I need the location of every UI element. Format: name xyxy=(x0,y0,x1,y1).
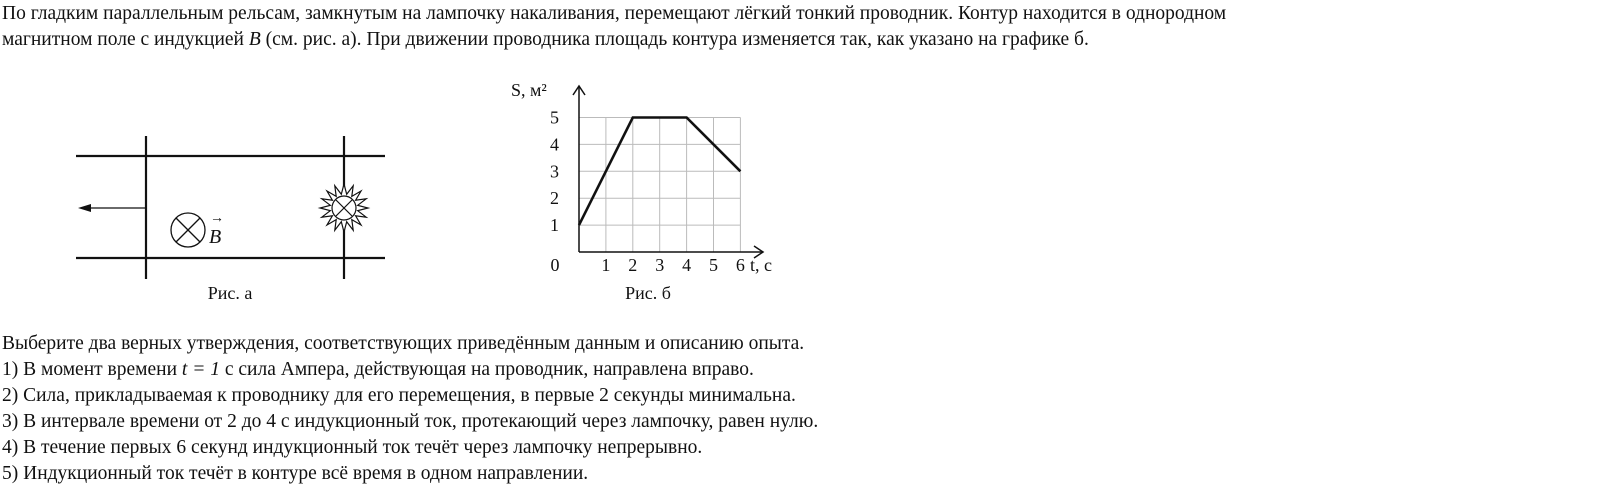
answer-option xyxy=(2,435,702,461)
y-tick-label: 1 xyxy=(550,215,559,236)
question-prompt: Выберите два верных утверждения, соответствующих приведённым данным и описанию опыта. xyxy=(2,333,805,354)
option-text: 4) В течение первых 6 секунд индукционный ток течёт через лампочку непрерывно. xyxy=(2,437,703,458)
option-text: 3) В интервале времени от 2 до 4 с индукционный ток, протекающий через лампочку, равен нулю. xyxy=(2,411,819,432)
x-tick-label: 1 xyxy=(601,255,611,275)
y-tick-label: 5 xyxy=(550,107,559,128)
option-text: с сила Ампера, действующая на проводник, направлена вправо. xyxy=(219,359,754,380)
option-text: 2) Сила, прикладываемая к проводнику для его перемещения, в первые 2 секунды минимальна. xyxy=(2,385,796,406)
option-text: 1) В момент времени xyxy=(2,359,182,380)
x-tick-label: 2 xyxy=(628,255,638,275)
x-tick-label: 3 xyxy=(655,255,665,275)
x-axis-label: t, с xyxy=(750,255,772,275)
answer-option xyxy=(2,383,796,409)
figure-a-caption: Рис. а xyxy=(207,283,253,303)
y-tick-label: 2 xyxy=(550,188,559,209)
x-tick-label: 5 xyxy=(709,255,718,275)
intro-text: магнитном поле с индукцией xyxy=(2,29,249,50)
intro-text: (см. рис. а). При движении проводника площадь контура изменяется так, как указано на графике б. xyxy=(260,29,1089,50)
y-tick-label: 3 xyxy=(550,161,559,182)
y-tick-label: 4 xyxy=(550,134,559,155)
answer-option xyxy=(2,357,754,383)
answer-option xyxy=(2,461,588,487)
x-tick-label: 4 xyxy=(682,255,692,275)
y-axis-label: S, м² xyxy=(511,80,547,100)
option-text: t = 1 xyxy=(181,359,220,380)
figure-b-caption: Рис. б xyxy=(625,283,671,303)
vector-arrow-icon: → xyxy=(210,211,224,226)
induction-symbol: B xyxy=(248,29,261,50)
intro-line-1: По гладким параллельным рельсам, замкнутым на лампочку накаливания, перемещают лёгкий тонкий проводник. Контур находится в однородном xyxy=(2,3,1227,24)
field-label: B xyxy=(209,226,222,248)
option-text: 5) Индукционный ток течёт в контуре всё время в одном направлении. xyxy=(2,463,589,484)
x-tick-label: 6 xyxy=(735,255,745,275)
answer-option xyxy=(2,409,818,435)
x-tick-label: 0 xyxy=(550,255,560,275)
